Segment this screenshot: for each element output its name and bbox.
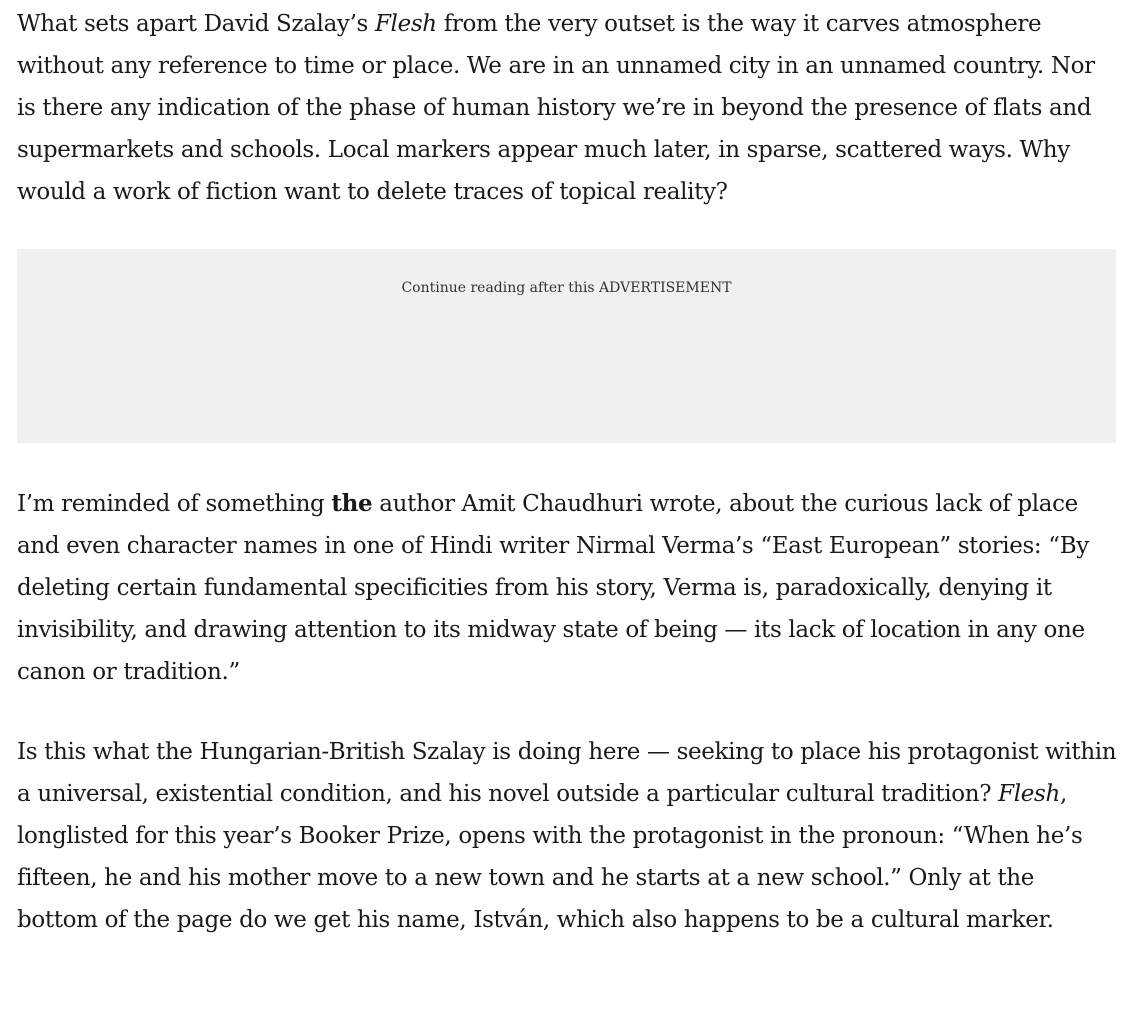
paragraph-2: [17, 483, 1117, 693]
advertisement-label: Continue reading after this ADVERTISEMENT: [401, 280, 732, 296]
paragraph-2-text-end: author Amit Chaudhuri wrote, about the curious lack of place and even character names in one of Hindi writer Nirmal Verma’s “East European” stories: “By deleting certain fundamental specificities from his story, Verma is, paradoxically, denying it invisibility, and drawing attention to its midway state of being — its lack of location in any one canon or tradition.”: [17, 491, 1089, 685]
paragraph-2-text-start: I’m reminded of something: [17, 491, 332, 517]
bold-word: the: [331, 490, 373, 517]
paragraph-3-text-start: Is this what the Hungarian-British Szalay is doing here — seeking to place his protagonist within a universal, existential condition, and his novel outside a particular cultural tradition?: [17, 739, 1117, 807]
paragraph-3: [17, 731, 1117, 941]
book-title: Flesh: [374, 11, 437, 37]
paragraph-3-text-end: , longlisted for this year’s Booker Prize, opens with the protagonist in the pronoun: “When he’s fifteen, he and his mother move to a new town and he starts at a new school.” Only at the bottom of the page do we get his name, István, which also happens to be a cultural marker.: [17, 781, 1083, 933]
paragraph-1: [17, 3, 1117, 213]
book-title: Flesh: [998, 781, 1060, 807]
paragraph-1-text-start: What sets apart David Szalay’s: [17, 11, 375, 37]
paragraph-1-text-end: from the very outset is the way it carves atmosphere without any reference to time or place. We are in an unnamed city in an unnamed country. Nor is there any indication of the phase of human history we’re in beyond the presence of flats and supermarkets and schools. Local markers appear much later, in sparse, scattered ways. Why would a work of fiction want to delete traces of topical reality?: [17, 11, 1095, 205]
